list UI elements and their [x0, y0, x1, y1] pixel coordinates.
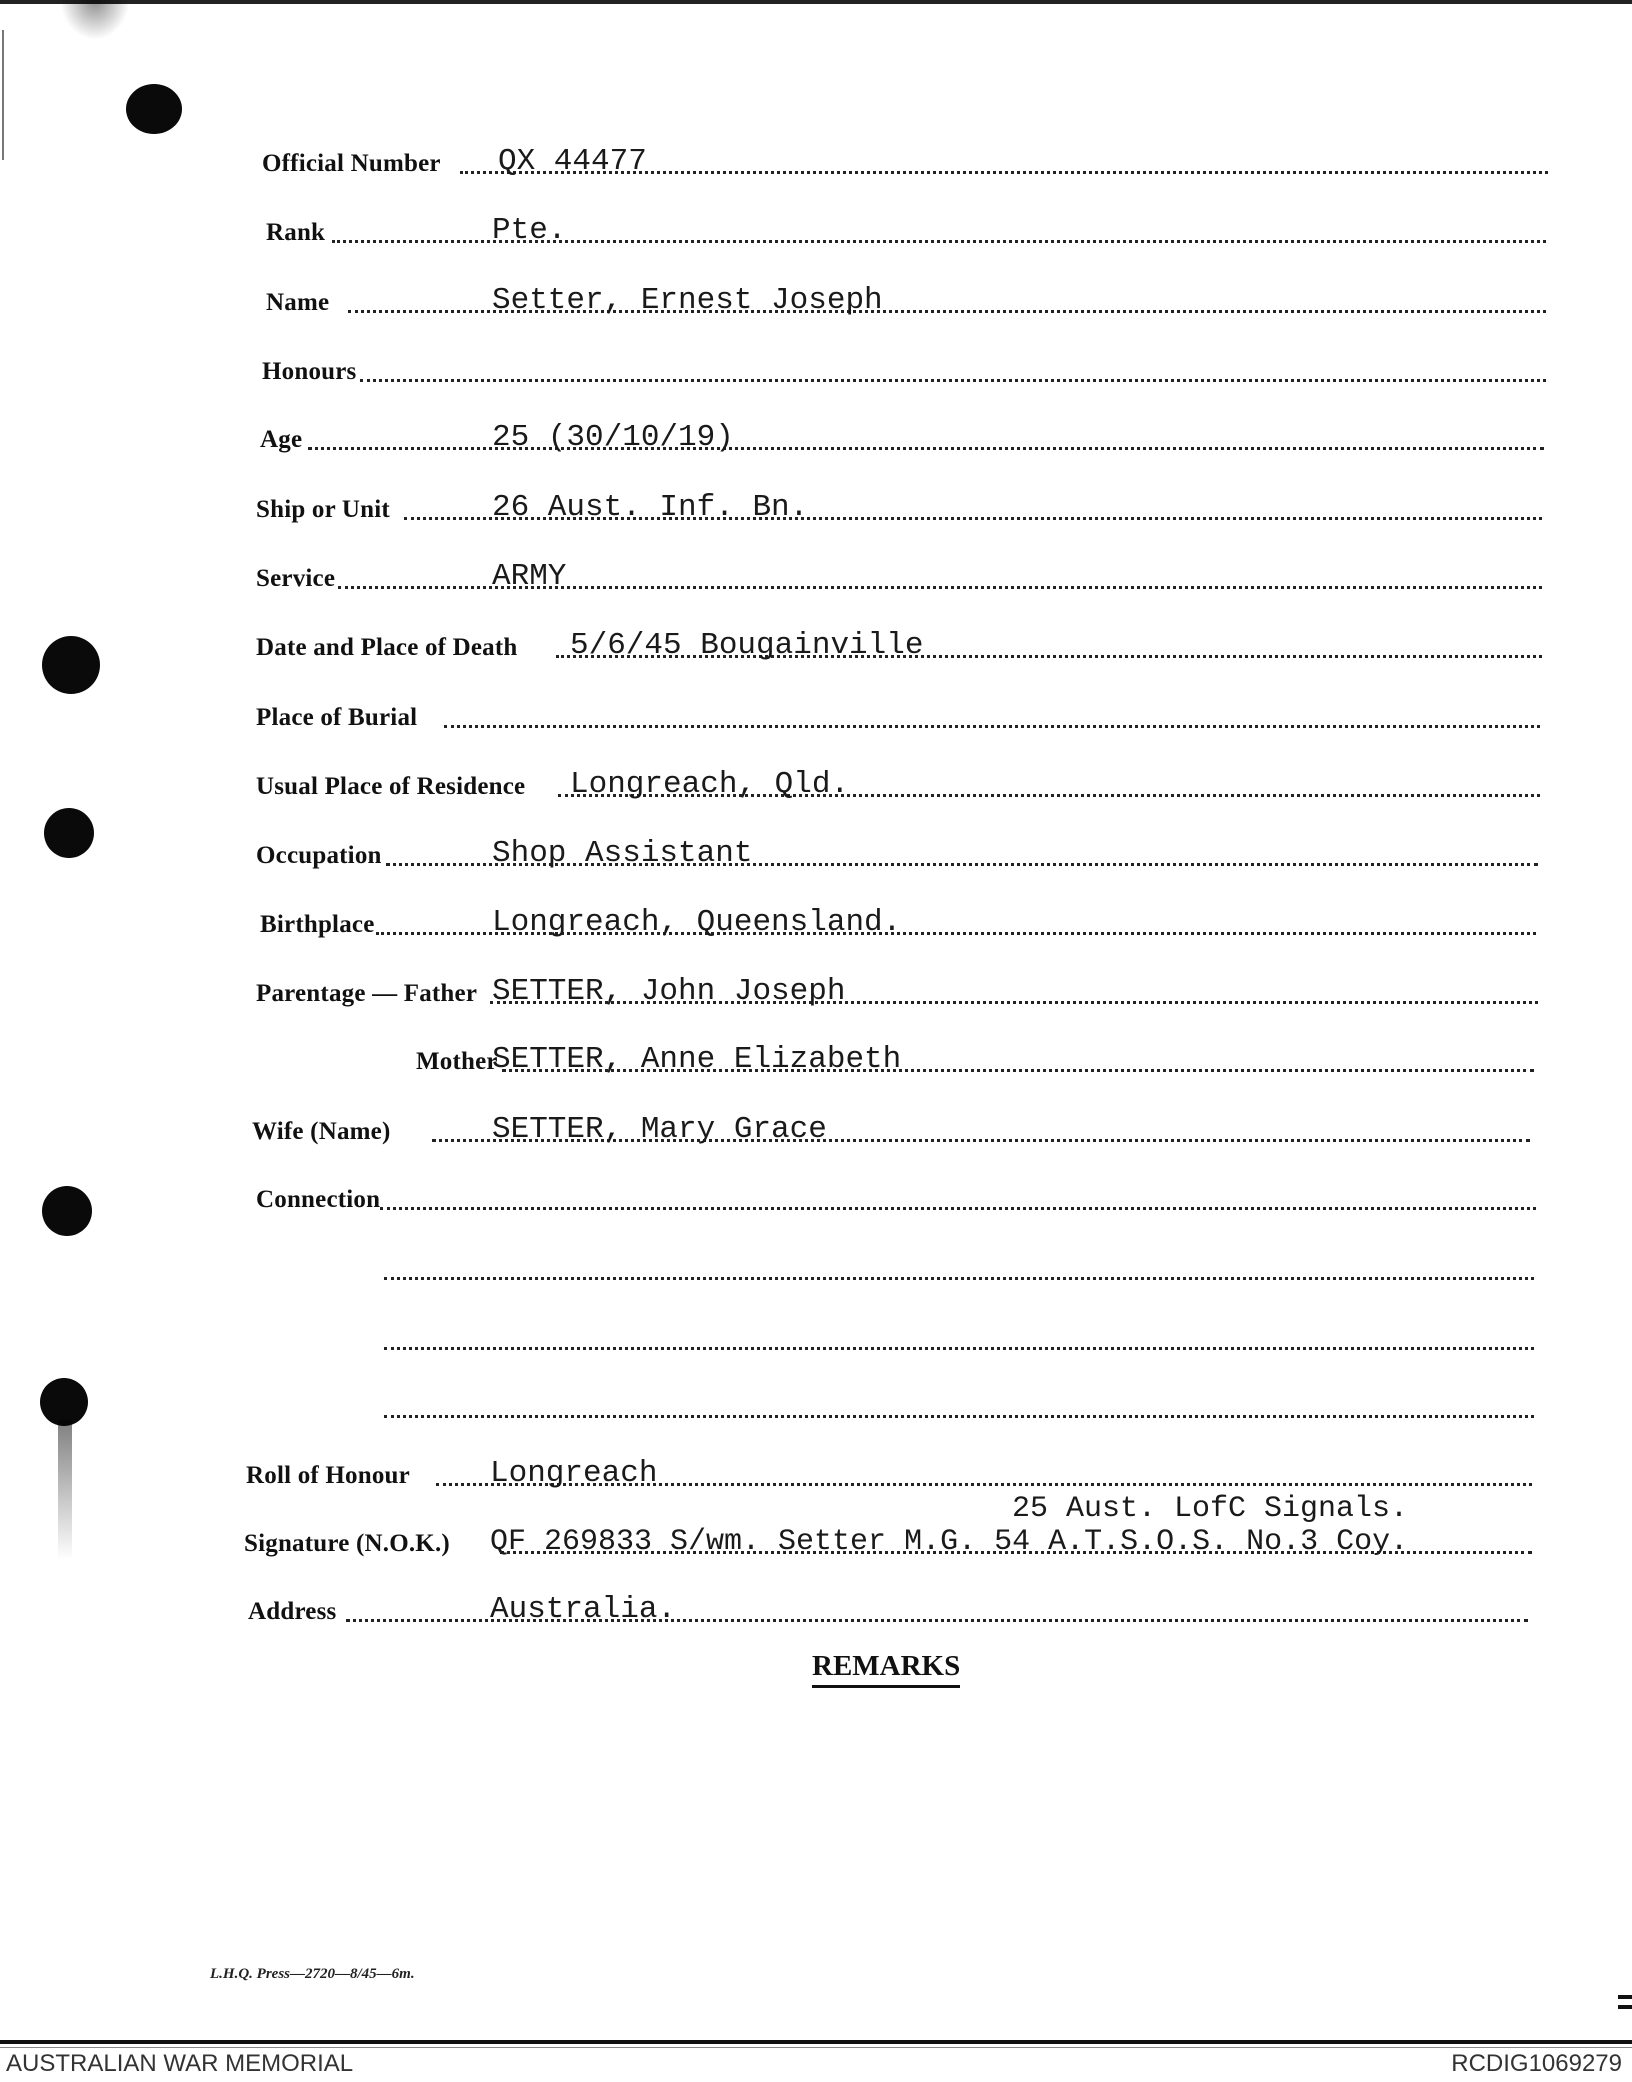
- field-label: Occupation: [256, 842, 382, 869]
- edge-marks: [1618, 1995, 1632, 2025]
- scan-left-edge: [2, 30, 4, 160]
- field-label: Birthplace: [260, 911, 375, 938]
- form-field-row: [0, 488, 1632, 528]
- field-label: Place of Burial: [256, 704, 418, 731]
- bottom-rule-thin: [0, 2047, 1632, 2048]
- press-note: L.H.Q. Press—2720—8/45—6m.: [210, 1966, 415, 1982]
- dotted-fill-line: [384, 1277, 1534, 1280]
- field-label: Honours: [262, 358, 357, 385]
- field-label: Ship or Unit: [256, 496, 390, 523]
- field-value: SETTER, Mary Grace: [492, 1112, 827, 1147]
- footer-archive-name: AUSTRALIAN WAR MEMORIAL: [6, 2050, 354, 2077]
- form-field-row: [0, 696, 1632, 736]
- field-value: Longreach, Qld.: [570, 767, 850, 802]
- field-value: Longreach, Queensland.: [492, 905, 902, 940]
- field-value: Setter, Ernest Joseph: [492, 283, 883, 318]
- field-label: Mother: [416, 1048, 498, 1075]
- field-label: Rank: [266, 219, 326, 246]
- field-label: Usual Place of Residence: [256, 773, 526, 800]
- form-field-row: [0, 418, 1632, 458]
- field-label: Parentage — Father: [256, 980, 478, 1007]
- bottom-rule: [0, 2040, 1632, 2044]
- field-value: QX 44477: [498, 144, 647, 179]
- dotted-fill-line: [384, 1347, 1534, 1350]
- field-label: Signature (N.O.K.): [244, 1530, 450, 1557]
- dotted-fill-line: [444, 725, 1540, 728]
- field-value: SETTER, John Joseph: [492, 974, 846, 1009]
- form-field-row: [0, 972, 1632, 1012]
- remarks-heading: REMARKS: [812, 1650, 960, 1688]
- field-value: Longreach: [490, 1456, 658, 1491]
- scan-top-edge: [0, 0, 1632, 4]
- field-label: Service: [256, 565, 336, 592]
- field-label: Official Number: [262, 150, 441, 177]
- field-label: Age: [260, 426, 303, 453]
- field-value: 25 (30/10/19): [492, 420, 734, 455]
- field-value: Pte.: [492, 213, 567, 248]
- form-field-row: [0, 903, 1632, 943]
- form-field-row: [0, 765, 1632, 805]
- field-value: QF 269833 S/wm. Setter M.G. 54 A.T.S.O.S. No.3 Coy.: [490, 1525, 1409, 1559]
- form-field-row: [0, 626, 1632, 666]
- form-field-row: [0, 834, 1632, 874]
- punch-hole-1: [126, 84, 182, 134]
- signature-unit-note: 25 Aust. LofC Signals.: [1012, 1492, 1409, 1526]
- form-field-row: [0, 142, 1632, 182]
- form-field-row: [0, 1492, 1632, 1562]
- dotted-fill-line: [384, 1415, 1534, 1418]
- field-value: ARMY: [492, 559, 567, 594]
- form-field-row: [0, 211, 1632, 251]
- form-field-row: [0, 1248, 1632, 1288]
- form-field-row: [0, 1110, 1632, 1150]
- dotted-fill-line: [360, 379, 1546, 382]
- dotted-fill-line: [380, 1207, 1536, 1210]
- footer-document-id: RCDIG1069279: [1451, 2050, 1622, 2077]
- field-value: SETTER, Anne Elizabeth: [492, 1042, 902, 1077]
- form-field-row: [0, 1386, 1632, 1426]
- form-field-row: [0, 1590, 1632, 1630]
- field-value: 5/6/45 Bougainville: [570, 628, 924, 663]
- field-value: 26 Aust. Inf. Bn.: [492, 490, 809, 525]
- field-label: Date and Place of Death: [256, 634, 518, 661]
- form-field-row: [0, 557, 1632, 597]
- field-value: Shop Assistant: [492, 836, 753, 871]
- form-field-row: [0, 1454, 1632, 1494]
- field-label: Roll of Honour: [246, 1462, 410, 1489]
- form-field-row: [0, 350, 1632, 390]
- form-field-row: [0, 1318, 1632, 1358]
- field-value: Australia.: [490, 1592, 677, 1627]
- field-label: Name: [266, 289, 330, 316]
- form-field-row: [0, 1178, 1632, 1218]
- field-label: Address: [248, 1598, 337, 1625]
- field-label: Connection: [256, 1186, 381, 1213]
- form-field-row: [0, 281, 1632, 321]
- scan-smudge: [60, 0, 130, 40]
- form-field-row: [0, 1040, 1632, 1080]
- field-label: Wife (Name): [252, 1118, 391, 1145]
